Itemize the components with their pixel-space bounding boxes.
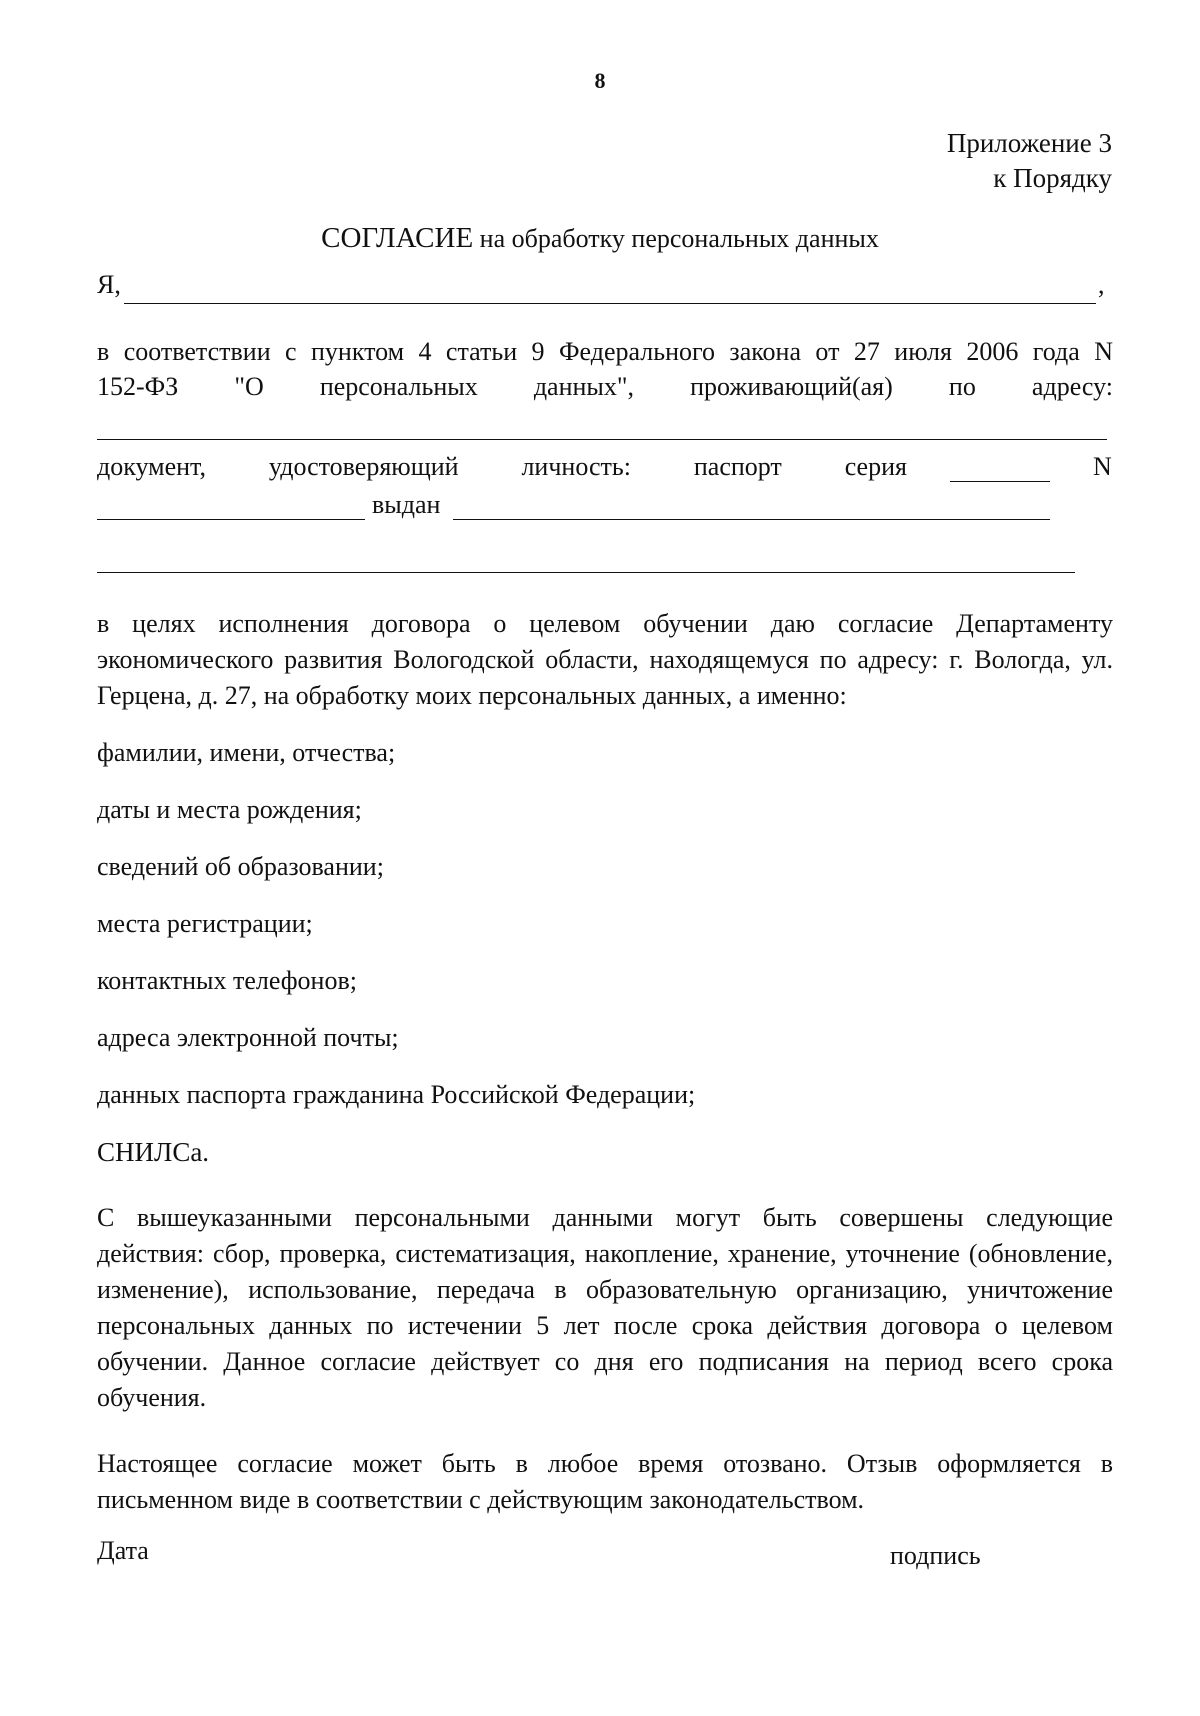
actions-paragraph: С вышеуказанными персональными данными могут быть совершены следующие действия: сбор, проверка, систематизация, накопление, хранение, уточнение (обновление, изменение), использование, передача в образовательную организацию, уничтожение персональных данных по истечении 5 лет после срока действия договора о целевом обучении. Данное согласие действует со дня его подписания на период всего срока обучения.: [97, 1203, 1113, 1412]
issued-by-blank: [453, 519, 1050, 520]
data-item: фамилии, имени, отчества;: [97, 738, 396, 767]
doc-word-3: личность:: [521, 452, 631, 481]
doc-word-4: паспорт: [693, 452, 782, 481]
doc-word-2: удостоверяющий: [268, 452, 459, 481]
data-item: адреса электронной почты;: [97, 1023, 399, 1052]
document-title: [0, 222, 1200, 255]
title-rest: на обработку персональных данных: [479, 224, 879, 253]
issued-by-blank-2: [97, 572, 1075, 573]
signature-label: подпись: [890, 1541, 981, 1570]
date-label: Дата: [97, 1536, 149, 1565]
appendix-reference: [947, 126, 1112, 196]
law-reference-line: в соответствии с пунктом 4 статьи 9 Федерального закона от 27 июля 2006 года N: [97, 337, 1113, 366]
law-word-5: проживающий(ая): [690, 372, 893, 401]
document-row: [97, 452, 907, 482]
page-number: 8: [594, 68, 606, 93]
name-blank-line: [124, 303, 1096, 304]
appendix-line-2: к Порядку: [993, 163, 1112, 193]
passport-series-blank: [950, 481, 1050, 482]
address-blank-line: [97, 439, 1107, 440]
purpose-paragraph: в целях исполнения договора о целевом обучении даю согласие Департаменту экономического развития Вологодской области, находящемуся по адресу: г. Вологда, ул. Герцена, д. 27, на обработку моих персональных данных, а именно:: [97, 609, 1113, 710]
appendix-line-1: Приложение 3: [946, 128, 1112, 158]
title-main: СОГЛАСИЕ: [321, 222, 474, 254]
law-word-1: 152-ФЗ: [97, 372, 179, 401]
law-word-4: данных",: [533, 372, 634, 401]
ya-label: Я,: [97, 270, 121, 299]
data-item: данных паспорта гражданина Российской Федерации;: [97, 1080, 696, 1109]
data-item: СНИЛСа.: [97, 1137, 210, 1167]
law-word-3: персональных: [319, 372, 478, 401]
data-item: сведений об образовании;: [97, 852, 384, 881]
passport-number-blank: [97, 519, 365, 520]
law-word-6: по: [948, 372, 976, 401]
data-item: даты и места рождения;: [97, 795, 362, 824]
law-word-7: адресу:: [1031, 372, 1113, 401]
law-reference-line-2: [97, 372, 1113, 402]
law-word-2: "О: [234, 372, 264, 401]
doc-word-1: документ,: [97, 452, 206, 481]
issued-label: выдан: [372, 490, 441, 519]
data-item: места регистрации;: [97, 909, 313, 938]
doc-word-5: серия: [844, 452, 907, 481]
ya-comma: ,: [1098, 270, 1105, 299]
revoke-paragraph: Настоящее согласие может быть в любое время отозвано. Отзыв оформляется в письменном виде в соответствии с действующим законодательством.: [97, 1449, 1113, 1514]
data-item: контактных телефонов;: [97, 966, 357, 995]
passport-number-label: N: [1093, 452, 1112, 481]
